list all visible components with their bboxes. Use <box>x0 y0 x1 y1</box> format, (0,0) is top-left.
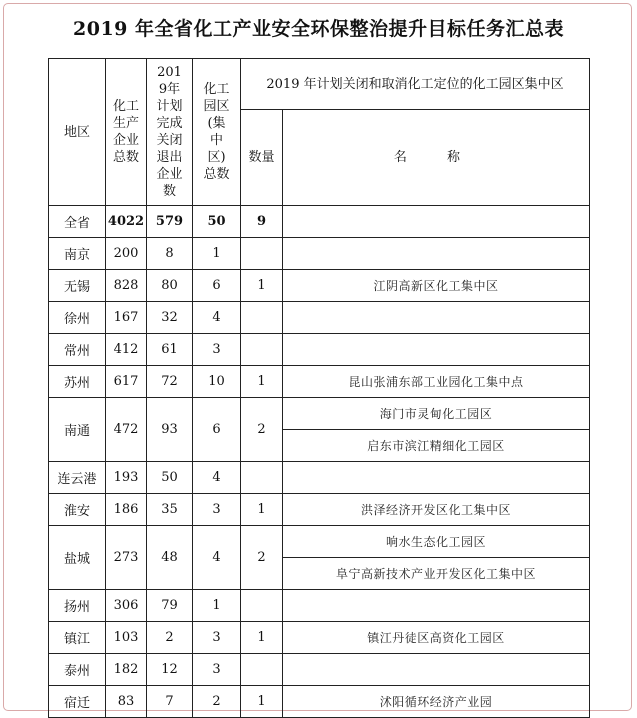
enterprises-cell: 167 <box>106 302 147 334</box>
region-cell: 徐州 <box>49 302 106 334</box>
exits-cell: 35 <box>147 494 193 526</box>
table-row <box>49 654 590 686</box>
park-name-cell: 响水生态化工园区 <box>283 526 590 558</box>
parks-cell: 10 <box>193 366 241 398</box>
count-cell: 1 <box>241 366 283 398</box>
enterprises-cell: 412 <box>106 334 147 366</box>
park-name-cell: 江阴高新区化工集中区 <box>283 270 590 302</box>
enterprises-cell: 273 <box>106 526 147 590</box>
region-cell: 镇江 <box>49 622 106 654</box>
park-name-cell <box>283 462 590 494</box>
park-name-cell <box>283 206 590 238</box>
count-cell <box>241 334 283 366</box>
region-cell: 常州 <box>49 334 106 366</box>
enterprises-cell: 472 <box>106 398 147 462</box>
parks-cell: 2 <box>193 686 241 718</box>
count-cell: 1 <box>241 686 283 718</box>
header-plan-group: 2019 年计划关闭和取消化工定位的化工园区集中区 <box>241 59 590 110</box>
park-name-cell: 洪泽经济开发区化工集中区 <box>283 494 590 526</box>
count-cell: 9 <box>241 206 283 238</box>
table-row <box>49 366 590 398</box>
enterprises-cell: 828 <box>106 270 147 302</box>
table-row <box>49 398 590 430</box>
header-name: 名 称 <box>283 110 590 206</box>
count-cell: 2 <box>241 526 283 590</box>
region-cell: 苏州 <box>49 366 106 398</box>
header-exits: 2019年计划完成关闭退出企业数 <box>147 59 193 206</box>
table-row <box>49 494 590 526</box>
parks-cell: 6 <box>193 398 241 462</box>
region-cell: 连云港 <box>49 462 106 494</box>
region-cell: 泰州 <box>49 654 106 686</box>
parks-cell: 50 <box>193 206 241 238</box>
region-cell: 南通 <box>49 398 106 462</box>
region-cell: 南京 <box>49 238 106 270</box>
enterprises-cell: 186 <box>106 494 147 526</box>
exits-cell: 50 <box>147 462 193 494</box>
exits-cell: 8 <box>147 238 193 270</box>
count-cell <box>241 302 283 334</box>
count-cell <box>241 238 283 270</box>
enterprises-cell: 83 <box>106 686 147 718</box>
park-name-cell <box>283 238 590 270</box>
table-row <box>49 686 590 718</box>
exits-cell: 579 <box>147 206 193 238</box>
exits-cell: 48 <box>147 526 193 590</box>
parks-cell: 4 <box>193 526 241 590</box>
exits-cell: 12 <box>147 654 193 686</box>
exits-cell: 7 <box>147 686 193 718</box>
exits-cell: 80 <box>147 270 193 302</box>
region-cell: 淮安 <box>49 494 106 526</box>
parks-cell: 1 <box>193 590 241 622</box>
parks-cell: 4 <box>193 302 241 334</box>
count-cell <box>241 462 283 494</box>
exits-cell: 61 <box>147 334 193 366</box>
region-cell: 扬州 <box>49 590 106 622</box>
header-enterprises: 化工生产企业总数 <box>106 59 147 206</box>
parks-cell: 3 <box>193 334 241 366</box>
table-row <box>49 590 590 622</box>
table-row <box>49 302 590 334</box>
table-row <box>49 622 590 654</box>
exits-cell: 72 <box>147 366 193 398</box>
park-name-cell: 昆山张浦东部工业园化工集中点 <box>283 366 590 398</box>
park-name-cell: 海门市灵甸化工园区 <box>283 398 590 430</box>
region-cell: 无锡 <box>49 270 106 302</box>
count-cell: 1 <box>241 494 283 526</box>
park-name-cell <box>283 302 590 334</box>
enterprises-cell: 103 <box>106 622 147 654</box>
count-cell: 2 <box>241 398 283 462</box>
parks-cell: 3 <box>193 622 241 654</box>
parks-cell: 3 <box>193 654 241 686</box>
table-body <box>49 206 590 718</box>
region-cell: 宿迁 <box>49 686 106 718</box>
enterprises-cell: 617 <box>106 366 147 398</box>
table-row <box>49 334 590 366</box>
table-row <box>49 526 590 558</box>
enterprises-cell: 4022 <box>106 206 147 238</box>
exits-cell: 93 <box>147 398 193 462</box>
parks-cell: 4 <box>193 462 241 494</box>
enterprises-cell: 182 <box>106 654 147 686</box>
count-cell <box>241 590 283 622</box>
table-row <box>49 462 590 494</box>
park-name-cell <box>283 654 590 686</box>
table-row <box>49 238 590 270</box>
exits-cell: 2 <box>147 622 193 654</box>
table-row <box>49 206 590 238</box>
table-row <box>49 270 590 302</box>
exits-cell: 79 <box>147 590 193 622</box>
park-name-cell: 阜宁高新技术产业开发区化工集中区 <box>283 558 590 590</box>
exits-cell: 32 <box>147 302 193 334</box>
summary-table <box>48 58 590 718</box>
count-cell <box>241 654 283 686</box>
parks-cell: 6 <box>193 270 241 302</box>
count-cell: 1 <box>241 622 283 654</box>
page-title: 2019 年全省化工产业安全环保整治提升目标任务汇总表 <box>73 18 564 40</box>
region-cell: 盐城 <box>49 526 106 590</box>
header-parks: 化工园区(集中区)总数 <box>193 59 241 206</box>
enterprises-cell: 193 <box>106 462 147 494</box>
region-cell: 全省 <box>49 206 106 238</box>
park-name-cell <box>283 590 590 622</box>
park-name-cell <box>283 334 590 366</box>
park-name-cell: 启东市滨江精细化工园区 <box>283 430 590 462</box>
parks-cell: 1 <box>193 238 241 270</box>
header-count: 数量 <box>241 110 283 206</box>
park-name-cell: 沭阳循环经济产业园 <box>283 686 590 718</box>
park-name-cell: 镇江丹徒区高资化工园区 <box>283 622 590 654</box>
header-region: 地区 <box>49 59 106 206</box>
enterprises-cell: 306 <box>106 590 147 622</box>
parks-cell: 3 <box>193 494 241 526</box>
enterprises-cell: 200 <box>106 238 147 270</box>
count-cell: 1 <box>241 270 283 302</box>
